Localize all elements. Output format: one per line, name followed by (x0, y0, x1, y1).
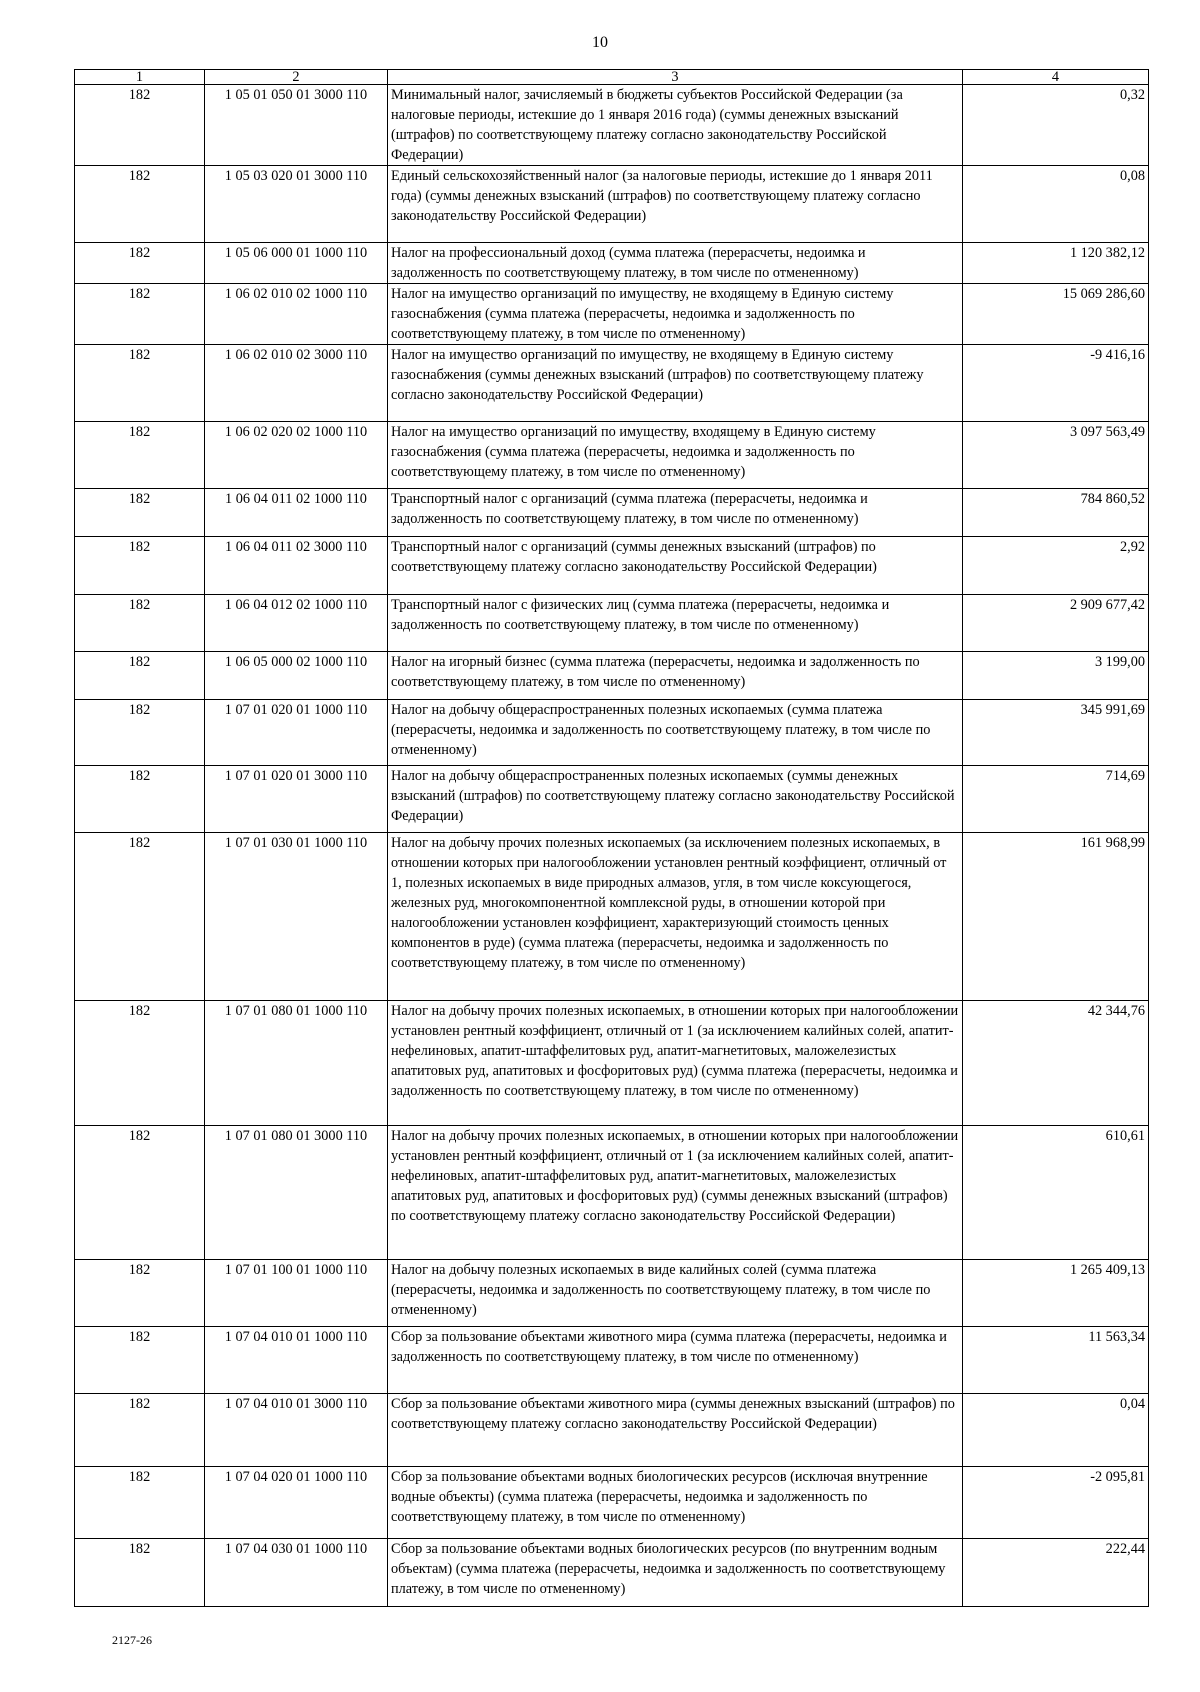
amount-cell: 714,69 (963, 766, 1149, 833)
admin-code-cell: 182 (75, 1260, 205, 1327)
table-row (75, 537, 1149, 595)
table-row (75, 345, 1149, 422)
amount-cell: 0,08 (963, 166, 1149, 243)
budget-code-cell: 1 07 01 100 01 1000 110 (205, 1260, 388, 1327)
budget-code-cell: 1 06 05 000 02 1000 110 (205, 652, 388, 700)
budget-code-cell: 1 07 04 020 01 1000 110 (205, 1467, 388, 1539)
budget-code-cell: 1 07 04 010 01 3000 110 (205, 1394, 388, 1467)
amount-cell: 3 199,00 (963, 652, 1149, 700)
revenue-name-cell: Транспортный налог с организаций (сумма платежа (перерасчеты, недоимка и задолженность по соответствующему платежу, в том числе по отмененному) (388, 489, 963, 537)
revenue-name-cell: Налог на имущество организаций по имуществу, не входящему в Единую систему газоснабжения (сумма платежа (перерасчеты, недоимка и задолженность по соответствующему платежу, в том числе по отмененному) (388, 284, 963, 345)
table-row (75, 422, 1149, 489)
table-row (75, 700, 1149, 766)
admin-code-cell: 182 (75, 1394, 205, 1467)
admin-code-cell: 182 (75, 595, 205, 652)
amount-cell: 610,61 (963, 1126, 1149, 1260)
admin-code-cell: 182 (75, 489, 205, 537)
revenue-name-cell: Налог на имущество организаций по имуществу, не входящему в Единую систему газоснабжения (суммы денежных взысканий (штрафов) по соответствующему платежу согласно законодательству Российской Федерации) (388, 345, 963, 422)
admin-code-cell: 182 (75, 1327, 205, 1394)
revenue-name-cell: Сбор за пользование объектами водных биологических ресурсов (по внутренним водным объектам) (сумма платежа (перерасчеты, недоимка и задолженность по соответствующему платежу, в том числе по отмененному) (388, 1539, 963, 1607)
revenue-name-cell: Налог на добычу прочих полезных ископаемых, в отношении которых при налогообложении установлен рентный коэффициент, отличный от 1 (за исключением калийных солей, апатит-нефелиновых, апатит-штаффелитовых руд, апатит-магнетитовых, маложелезистых апатитовых руд, апатитовых и фосфоритовых руд) (сумма платежа (перерасчеты, недоимка и задолженность по соответствующему платежу, в том числе по отмененному) (388, 1001, 963, 1126)
revenue-name-cell: Транспортный налог с организаций (суммы денежных взысканий (штрафов) по соответствующему платежу согласно законодательству Российской Федерации) (388, 537, 963, 595)
budget-code-cell: 1 05 03 020 01 3000 110 (205, 166, 388, 243)
admin-code-cell: 182 (75, 1467, 205, 1539)
table-row (75, 1394, 1149, 1467)
budget-code-cell: 1 06 02 010 02 1000 110 (205, 284, 388, 345)
admin-code-cell: 182 (75, 85, 205, 166)
revenue-name-cell: Налог на игорный бизнес (сумма платежа (перерасчеты, недоимка и задолженность по соответствующему платежу, в том числе по отмененному) (388, 652, 963, 700)
revenue-name-cell: Налог на профессиональный доход (сумма платежа (перерасчеты, недоимка и задолженность по соответствующему платежу, в том числе по отмененному) (388, 243, 963, 284)
amount-cell: 0,32 (963, 85, 1149, 166)
admin-code-cell: 182 (75, 833, 205, 1001)
amount-cell: 15 069 286,60 (963, 284, 1149, 345)
amount-cell: 784 860,52 (963, 489, 1149, 537)
admin-code-cell: 182 (75, 766, 205, 833)
table-row (75, 243, 1149, 284)
amount-cell: 161 968,99 (963, 833, 1149, 1001)
admin-code-cell: 182 (75, 284, 205, 345)
revenue-name-cell: Единый сельскохозяйственный налог (за налоговые периоды, истекшие до 1 января 2011 года) (суммы денежных взысканий (штрафов) по соответствующему платежу согласно законодательству Российской Федерации) (388, 166, 963, 243)
table-row (75, 1467, 1149, 1539)
admin-code-cell: 182 (75, 422, 205, 489)
amount-cell: 2 909 677,42 (963, 595, 1149, 652)
amount-cell: 0,04 (963, 1394, 1149, 1467)
amount-cell: 2,92 (963, 537, 1149, 595)
amount-cell: 345 991,69 (963, 700, 1149, 766)
admin-code-cell: 182 (75, 652, 205, 700)
admin-code-cell: 182 (75, 1539, 205, 1607)
table-header-row (75, 70, 1149, 85)
table-row (75, 489, 1149, 537)
amount-cell: 222,44 (963, 1539, 1149, 1607)
table-row (75, 85, 1149, 166)
table-row (75, 284, 1149, 345)
budget-code-cell: 1 07 01 020 01 1000 110 (205, 700, 388, 766)
amount-cell: -2 095,81 (963, 1467, 1149, 1539)
revenue-name-cell: Налог на добычу общераспространенных полезных ископаемых (суммы денежных взысканий (штрафов) по соответствующему платежу согласно законодательству Российской Федерации) (388, 766, 963, 833)
amount-cell: 1 120 382,12 (963, 243, 1149, 284)
budget-code-cell: 1 07 04 010 01 1000 110 (205, 1327, 388, 1394)
revenue-name-cell: Сбор за пользование объектами животного мира (суммы денежных взысканий (штрафов) по соответствующему платежу согласно законодательству Российской Федерации) (388, 1394, 963, 1467)
table-row (75, 652, 1149, 700)
table-row (75, 1001, 1149, 1126)
admin-code-cell: 182 (75, 345, 205, 422)
budget-revenue-table (74, 69, 1149, 1607)
table-row (75, 1539, 1149, 1607)
admin-code-cell: 182 (75, 537, 205, 595)
table-row (75, 1260, 1149, 1327)
revenue-name-cell: Минимальный налог, зачисляемый в бюджеты субъектов Российской Федерации (за налоговые периоды, истекшие до 1 января 2016 года) (суммы денежных взысканий (штрафов) по соответствующему платежу согласно законодательству Российской Федерации) (388, 85, 963, 166)
table-row (75, 1126, 1149, 1260)
budget-code-cell: 1 06 02 020 02 1000 110 (205, 422, 388, 489)
admin-code-cell: 182 (75, 166, 205, 243)
revenue-name-cell: Сбор за пользование объектами животного мира (сумма платежа (перерасчеты, недоимка и задолженность по соответствующему платежу, в том числе по отмененному) (388, 1327, 963, 1394)
page-number: 10 (592, 34, 608, 51)
budget-code-cell: 1 07 01 030 01 1000 110 (205, 833, 388, 1001)
table-row (75, 766, 1149, 833)
column-header: 4 (963, 70, 1149, 85)
revenue-name-cell: Налог на добычу общераспространенных полезных ископаемых (сумма платежа (перерасчеты, недоимка и задолженность по соответствующему платежу, в том числе по отмененному) (388, 700, 963, 766)
amount-cell: 11 563,34 (963, 1327, 1149, 1394)
admin-code-cell: 182 (75, 1126, 205, 1260)
revenue-name-cell: Транспортный налог с физических лиц (сумма платежа (перерасчеты, недоимка и задолженность по соответствующему платежу, в том числе по отмененному) (388, 595, 963, 652)
column-header: 2 (205, 70, 388, 85)
table-row (75, 595, 1149, 652)
amount-cell: 1 265 409,13 (963, 1260, 1149, 1327)
table-row (75, 833, 1149, 1001)
budget-code-cell: 1 07 01 080 01 1000 110 (205, 1001, 388, 1126)
revenue-name-cell: Налог на добычу прочих полезных ископаемых (за исключением полезных ископаемых, в отношении которых при налогообложении установлен рентный коэффициент, отличный от 1, полезных ископаемых в виде природных алмазов, угля, в том числе коксующегося, железных руд, многокомпонентной комплексной руды, в отношении которой при налогообложении установлен коэффициент, характеризующий стоимость ценных компонентов в руде) (сумма платежа (перерасчеты, недоимка и задолженность по соответствующему платежу, в том числе по отмененному) (388, 833, 963, 1001)
amount-cell: 42 344,76 (963, 1001, 1149, 1126)
revenue-name-cell: Налог на имущество организаций по имуществу, входящему в Единую систему газоснабжения (сумма платежа (перерасчеты, недоимка и задолженность по соответствующему платежу, в том числе по отмененному) (388, 422, 963, 489)
amount-cell: 3 097 563,49 (963, 422, 1149, 489)
revenue-name-cell: Налог на добычу полезных ископаемых в виде калийных солей (сумма платежа (перерасчеты, недоимка и задолженность по соответствующему платежу, в том числе по отмененному) (388, 1260, 963, 1327)
budget-code-cell: 1 07 01 080 01 3000 110 (205, 1126, 388, 1260)
budget-code-cell: 1 07 04 030 01 1000 110 (205, 1539, 388, 1607)
revenue-name-cell: Налог на добычу прочих полезных ископаемых, в отношении которых при налогообложении установлен рентный коэффициент, отличный от 1 (за исключением калийных солей, апатит-нефелиновых, апатит-штаффелитовых руд, апатит-магнетитовых, маложелезистых апатитовых руд, апатитовых и фосфоритовых руд) (суммы денежных взысканий (штрафов) по соответствующему платежу согласно законодательству Российской Федерации) (388, 1126, 963, 1260)
document-footer-code: 2127-26 (112, 1633, 152, 1647)
admin-code-cell: 182 (75, 243, 205, 284)
budget-code-cell: 1 05 01 050 01 3000 110 (205, 85, 388, 166)
budget-code-cell: 1 06 04 012 02 1000 110 (205, 595, 388, 652)
admin-code-cell: 182 (75, 700, 205, 766)
table-row (75, 166, 1149, 243)
table-row (75, 1327, 1149, 1394)
budget-code-cell: 1 06 04 011 02 1000 110 (205, 489, 388, 537)
budget-code-cell: 1 06 04 011 02 3000 110 (205, 537, 388, 595)
revenue-name-cell: Сбор за пользование объектами водных биологических ресурсов (исключая внутренние водные объекты) (сумма платежа (перерасчеты, недоимка и задолженность по соответствующему платежу, в том числе по отмененному) (388, 1467, 963, 1539)
budget-code-cell: 1 06 02 010 02 3000 110 (205, 345, 388, 422)
amount-cell: -9 416,16 (963, 345, 1149, 422)
budget-code-cell: 1 05 06 000 01 1000 110 (205, 243, 388, 284)
budget-code-cell: 1 07 01 020 01 3000 110 (205, 766, 388, 833)
column-header: 3 (388, 70, 963, 85)
column-header: 1 (75, 70, 205, 85)
admin-code-cell: 182 (75, 1001, 205, 1126)
